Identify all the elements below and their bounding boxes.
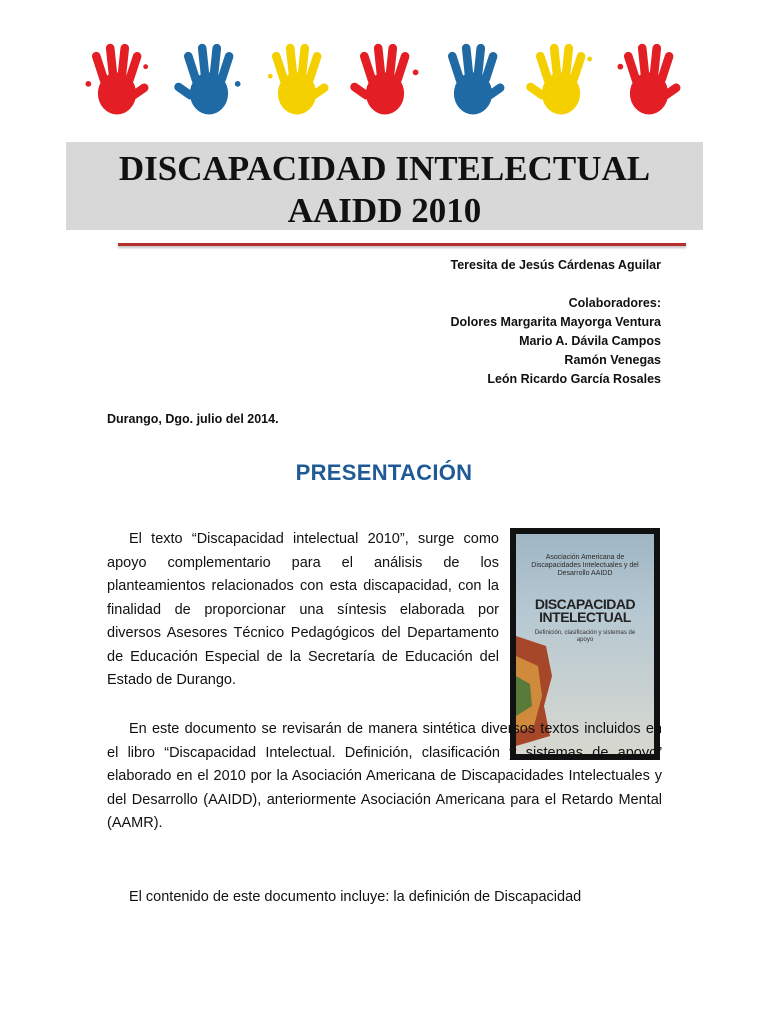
authors-block: [450, 256, 661, 389]
yellow-handprint-icon: [522, 38, 600, 124]
book-title: DISCAPACIDAD INTELECTUAL: [534, 596, 636, 625]
red-handprint-icon: [610, 38, 688, 124]
title-line-1: DISCAPACIDAD INTELECTUAL: [118, 149, 651, 188]
red-handprint-icon: [346, 38, 424, 124]
yellow-handprint-icon: [258, 38, 336, 124]
paragraph-2: [107, 718, 662, 836]
paragraph-3: [107, 886, 662, 910]
collaborator-name: Dolores Margarita Mayorga Ventura: [450, 315, 661, 329]
book-subtitle: Definición, clasificación y sistemas de apoyo: [534, 630, 636, 643]
collaborator-name: León Ricardo García Rosales: [487, 372, 661, 386]
title-line-2: AAIDD 2010: [287, 191, 482, 230]
red-handprint-icon: [78, 38, 156, 124]
collaborator-name: Ramón Venegas: [564, 353, 661, 367]
collaborators-label: Colaboradores:: [568, 296, 661, 310]
document-title: [66, 142, 703, 232]
title-banner: [66, 142, 703, 230]
paragraph-text: En este documento se revisarán de manera sintética diversos textos incluidos en el libro “Discapacidad Intelectual. Definición, clasificación y sistemas de apoyo” elaborado en el 2010 por la Asociación Americana de Discapacidades Intelectuales y del Desarrollo (AAIDD), anteriormente Asociación Americana para el Retardo Mental (AAMR).: [107, 721, 662, 831]
title-divider: [118, 243, 686, 246]
paragraph-1: [107, 528, 499, 693]
blue-handprint-icon: [170, 38, 248, 124]
blue-handprint-icon: [434, 38, 512, 124]
handprints-banner: [78, 38, 708, 128]
paragraph-text: El texto “Discapacidad intelectual 2010”, surge como apoyo complementario para el análisis de los planteamientos relacionados con esta discapacidad, con la finalidad de proporcionar una síntesis elaborada por diversos Asesores Técnico Pedagógicos del Departamento de Educación Especial de la Secretaría de Educación del Estado de Durango.: [107, 531, 499, 688]
paragraph-text: El contenido de este documento incluye: la definición de Discapacidad: [129, 889, 582, 905]
collaborator-name: Mario A. Dávila Campos: [519, 334, 661, 348]
place-date: Durango, Dgo. julio del 2014.: [107, 412, 279, 426]
author-name: Teresita de Jesús Cárdenas Aguilar: [450, 258, 661, 272]
book-publisher: Asociación Americana de Discapacidades Intelectuales y del Desarrollo AAIDD: [531, 554, 639, 577]
section-heading: PRESENTACIÓN: [295, 460, 473, 485]
